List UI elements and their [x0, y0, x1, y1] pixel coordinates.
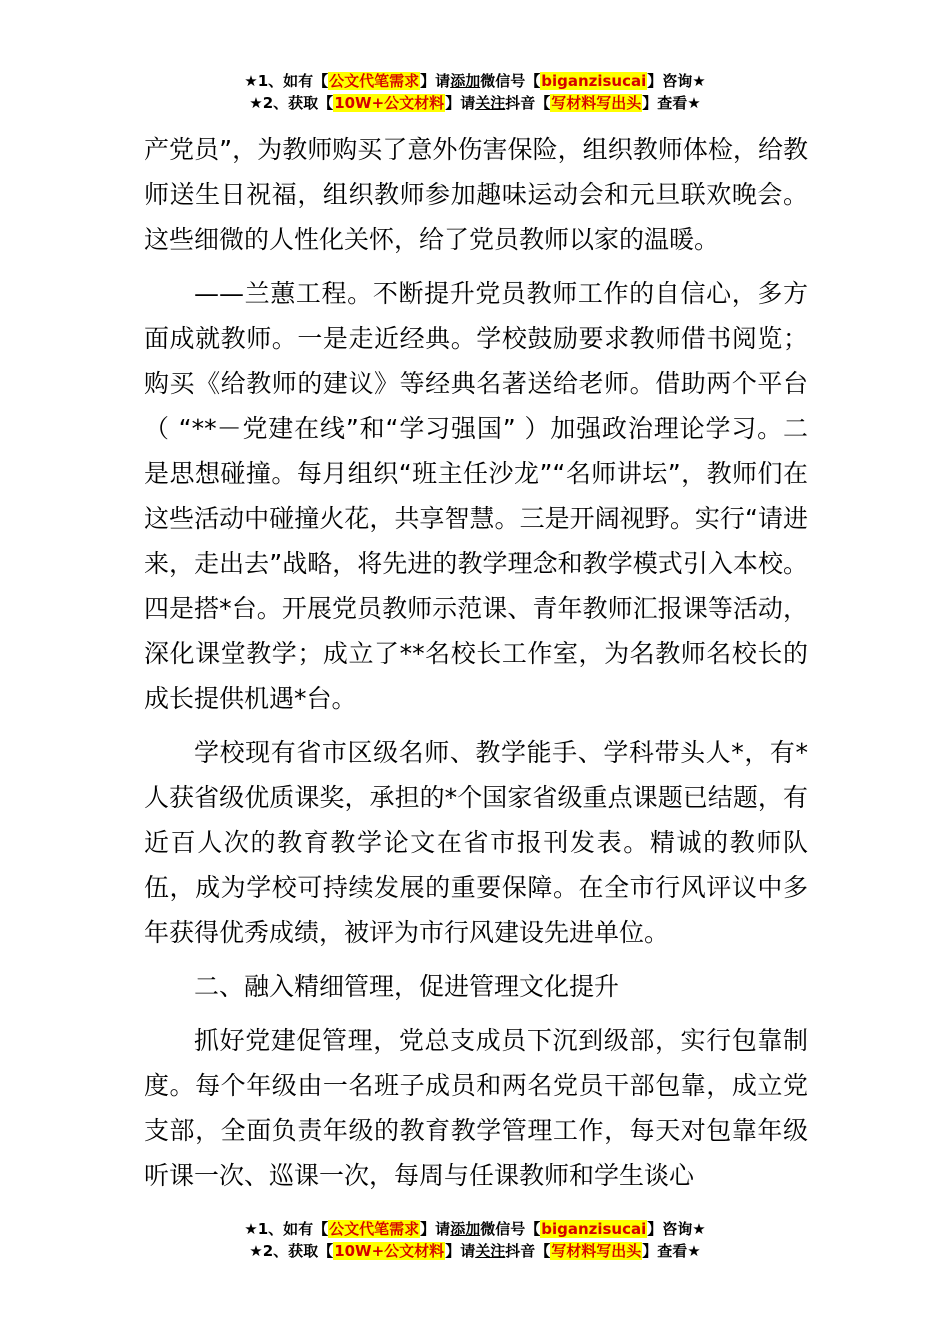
banner-text: 微信号【 — [480, 72, 541, 90]
banner-text: 微信号【 — [480, 1220, 541, 1238]
banner-highlight: 写材料写出头 — [551, 94, 642, 112]
banner-text: 】咨询★ — [647, 1220, 706, 1238]
document-body — [144, 127, 808, 1207]
banner-line-2 — [0, 92, 950, 114]
banner-highlight: 10W+公文材料 — [334, 1242, 445, 1260]
paragraph: 学校现有省市区级名师、教学能手、学科带头人*，有*人获省级优质课奖，承担的*个国家省级重点课题已结题，有近百人次的教育教学论文在省市报刊发表。精诚的教师队伍，成为学校可持续发展的重要保障。在全市行风评议中多年获得优秀成绩，被评为市行风建设先进单位。 — [144, 738, 808, 947]
banner-text: 】请 — [420, 1220, 451, 1238]
banner-highlight: 写材料写出头 — [551, 1242, 642, 1260]
footer-banner — [0, 1218, 950, 1262]
banner-text: ★2、获取【 — [249, 94, 334, 112]
header-banner — [0, 70, 950, 114]
banner-text: 】请 — [445, 94, 476, 112]
banner-text: 】咨询★ — [647, 72, 706, 90]
section-heading: 二、融入精细管理，促进管理文化提升 — [194, 972, 620, 1001]
banner-line-2 — [0, 1240, 950, 1262]
banner-line-1 — [0, 1218, 950, 1240]
banner-underline: 添加 — [450, 72, 481, 90]
banner-text: 】请 — [420, 72, 451, 90]
paragraph: 产党员”，为教师购买了意外伤害保险，组织教师体检，给教师送生日祝福，组织教师参加趣味运动会和元旦联欢晚会。这些细微的人性化关怀，给了党员教师以家的温暖。 — [144, 135, 808, 254]
banner-underline: 关注 — [475, 94, 506, 112]
banner-line-1 — [0, 70, 950, 92]
banner-text: 】查看★ — [642, 1242, 701, 1260]
banner-text: ★1、如有【 — [244, 1220, 329, 1238]
banner-text: ★1、如有【 — [244, 72, 329, 90]
banner-text: 抖音【 — [505, 1242, 551, 1260]
banner-text: 抖音【 — [505, 94, 551, 112]
banner-underline: 关注 — [475, 1242, 506, 1260]
banner-text: ★2、获取【 — [249, 1242, 334, 1260]
paragraph: ——兰蕙工程。不断提升党员教师工作的自信心，多方面成就教师。一是走近经典。学校鼓励要求教师借书阅览；购买《给教师的建议》等经典名著送给老师。借助两个平台（ “**－党建在线”和“学习强国” ）加强政治理论学习。二是思想碰撞。每月组织“班主任沙龙”“名师讲坛”，教师们在这些活动中碰撞火花，共享智慧。三是开阔视野。实行“请进来，走出去”战略，将先进的教学理念和教学模式引入本校。四是搭*台。开展党员教师示范课、青年教师汇报课等活动，深化课堂教学；成立了**名校长工作室，为名教师名校长的成长提供机遇*台。 — [144, 279, 808, 713]
banner-highlight: biganzisucai — [541, 1220, 647, 1238]
banner-text: 】查看★ — [642, 94, 701, 112]
banner-underline: 添加 — [450, 1220, 481, 1238]
paragraph: 抓好党建促管理，党总支成员下沉到级部，实行包靠制度。每个年级由一名班子成员和两名党员干部包靠，成立党支部，全面负责年级的教育教学管理工作，每天对包靠年级听课一次、巡课一次，每周与任课教师和学生谈心 — [144, 1026, 808, 1190]
banner-highlight: 10W+公文材料 — [334, 94, 445, 112]
banner-highlight: 公文代笔需求 — [329, 1220, 420, 1238]
banner-highlight: 公文代笔需求 — [329, 72, 420, 90]
banner-highlight: biganzisucai — [541, 72, 647, 90]
banner-text: 】请 — [445, 1242, 476, 1260]
